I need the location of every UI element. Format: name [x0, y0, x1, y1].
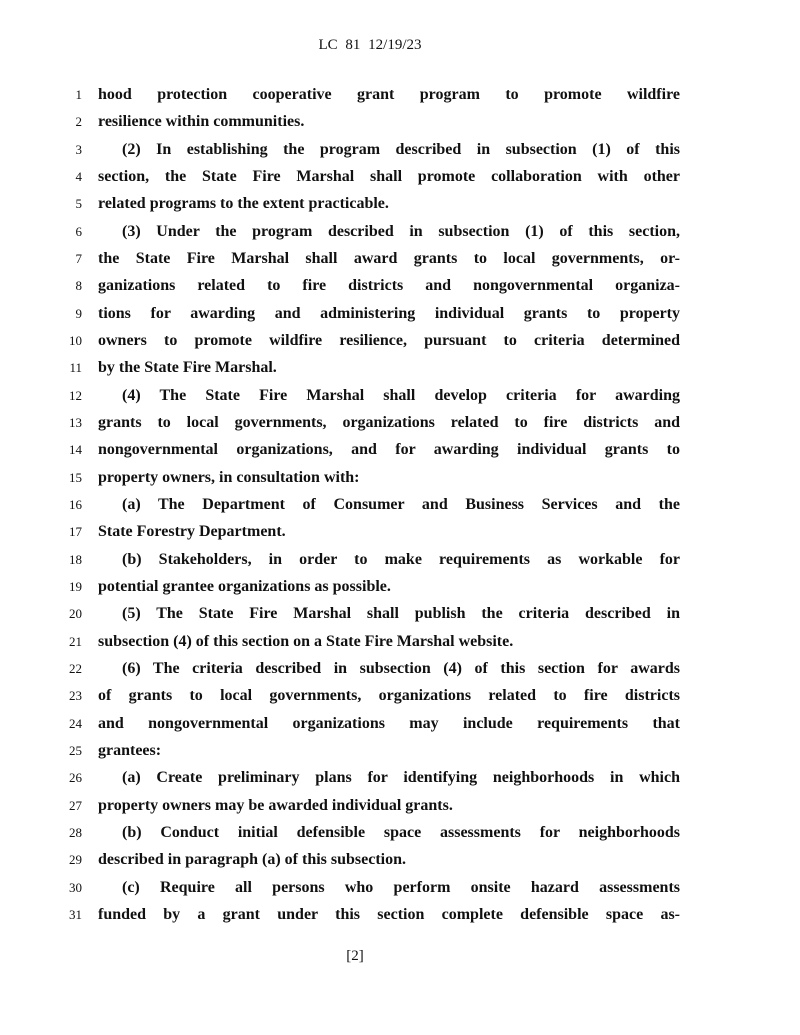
line-number: 30 [69, 879, 82, 895]
line-number: 26 [69, 770, 82, 786]
page-header: LC 81 12/19/23 [318, 37, 422, 53]
line-number: 3 [75, 141, 82, 157]
text-line [0, 81, 800, 108]
line-number: 23 [69, 688, 82, 704]
page-number: [2] [346, 948, 364, 964]
line-text: property owners, in consultation with: [98, 468, 360, 486]
line-text: (b) Stakeholders, in order to make requirements as workable for [122, 550, 680, 568]
line-number: 27 [69, 797, 82, 813]
line-text: described in paragraph (a) of this subsection. [98, 851, 407, 869]
text-line [0, 108, 800, 135]
line-text: (5) The State Fire Marshal shall publish the criteria described in [122, 605, 680, 623]
line-number: 5 [75, 196, 82, 212]
text-line [0, 136, 800, 163]
line-text: State Forestry Department. [98, 523, 286, 541]
line-text: tions for awarding and administering individual grants to property [98, 304, 680, 322]
line-number: 14 [69, 442, 82, 458]
line-text: by the State Fire Marshal. [98, 359, 277, 377]
line-text: property owners may be awarded individual grants. [98, 796, 453, 814]
line-text: (c) Require all persons who perform onsite hazard assessments [122, 878, 680, 896]
line-number: 8 [75, 278, 82, 294]
line-number: 28 [69, 824, 82, 840]
line-text: (4) The State Fire Marshal shall develop criteria for awarding [122, 386, 680, 404]
text-line [0, 819, 800, 846]
text-line [0, 245, 800, 272]
line-number: 25 [69, 742, 82, 758]
text-line [0, 901, 800, 928]
line-number: 4 [75, 168, 82, 184]
line-text: ganizations related to fire districts and nongovernmental organiza- [98, 277, 680, 295]
text-line [0, 409, 800, 436]
line-text: hood protection cooperative grant program to promote wildfire [98, 86, 680, 103]
line-text: (6) The criteria described in subsection (4) of this section for awards [122, 659, 680, 677]
line-text: and nongovernmental organizations may include requirements that [98, 714, 680, 732]
text-line [0, 327, 800, 354]
text-line [0, 600, 800, 627]
line-text: funded by a grant under this section complete defensible space as- [98, 905, 680, 923]
line-text: (2) In establishing the program described in subsection (1) of this [122, 140, 680, 158]
text-line [0, 382, 800, 409]
document-body [0, 81, 800, 928]
text-line [0, 218, 800, 245]
text-line [0, 272, 800, 299]
text-line [0, 628, 800, 655]
line-text: nongovernmental organizations, and for awarding individual grants to [98, 441, 680, 459]
line-text: related programs to the extent practicable. [98, 195, 389, 213]
text-line [0, 546, 800, 573]
text-line [0, 163, 800, 190]
text-line [0, 491, 800, 518]
line-text: subsection (4) of this section on a State Fire Marshal website. [98, 632, 514, 650]
line-text: section, the State Fire Marshal shall promote collaboration with other [98, 167, 680, 185]
text-line [0, 190, 800, 217]
line-number: 20 [69, 606, 82, 622]
text-line [0, 764, 800, 791]
text-line [0, 874, 800, 901]
text-line [0, 710, 800, 737]
line-number: 24 [69, 715, 82, 731]
line-number: 16 [69, 496, 82, 512]
line-number: 15 [69, 469, 82, 485]
line-number: 2 [75, 114, 82, 130]
text-line [0, 846, 800, 873]
line-text: (3) Under the program described in subsection (1) of this section, [122, 222, 680, 240]
line-number: 31 [69, 906, 82, 922]
line-number: 9 [75, 305, 82, 321]
line-number: 1 [75, 87, 82, 102]
line-text: grants to local governments, organizations related to fire districts and [98, 413, 680, 431]
text-line [0, 354, 800, 381]
text-line [0, 792, 800, 819]
line-text: (a) Create preliminary plans for identifying neighborhoods in which [122, 769, 680, 787]
line-text: (b) Conduct initial defensible space assessments for neighborhoods [122, 823, 680, 841]
line-number: 7 [75, 250, 82, 266]
text-line [0, 518, 800, 545]
line-number: 18 [69, 551, 82, 567]
line-text: (a) The Department of Consumer and Business Services and the [122, 495, 680, 513]
text-line [0, 436, 800, 463]
line-text: potential grantee organizations as possible. [98, 577, 391, 595]
line-number: 19 [69, 578, 82, 594]
text-line [0, 300, 800, 327]
line-number: 13 [69, 414, 82, 430]
text-line [0, 655, 800, 682]
line-text: of grants to local governments, organizations related to fire districts [98, 687, 680, 705]
text-line [0, 573, 800, 600]
line-number: 29 [69, 852, 82, 868]
text-line [0, 737, 800, 764]
line-number: 10 [69, 332, 82, 348]
line-number: 11 [69, 360, 82, 376]
text-line [0, 464, 800, 491]
line-number: 17 [69, 524, 82, 540]
line-number: 12 [69, 387, 82, 403]
line-text: grantees: [98, 741, 162, 759]
line-number: 22 [69, 660, 82, 676]
line-text: the State Fire Marshal shall award grants to local governments, or- [98, 249, 680, 267]
line-number: 21 [69, 633, 82, 649]
line-number: 6 [75, 223, 82, 239]
line-text: owners to promote wildfire resilience, pursuant to criteria determined [98, 331, 680, 349]
line-text: resilience within communities. [98, 113, 305, 131]
text-line [0, 682, 800, 709]
